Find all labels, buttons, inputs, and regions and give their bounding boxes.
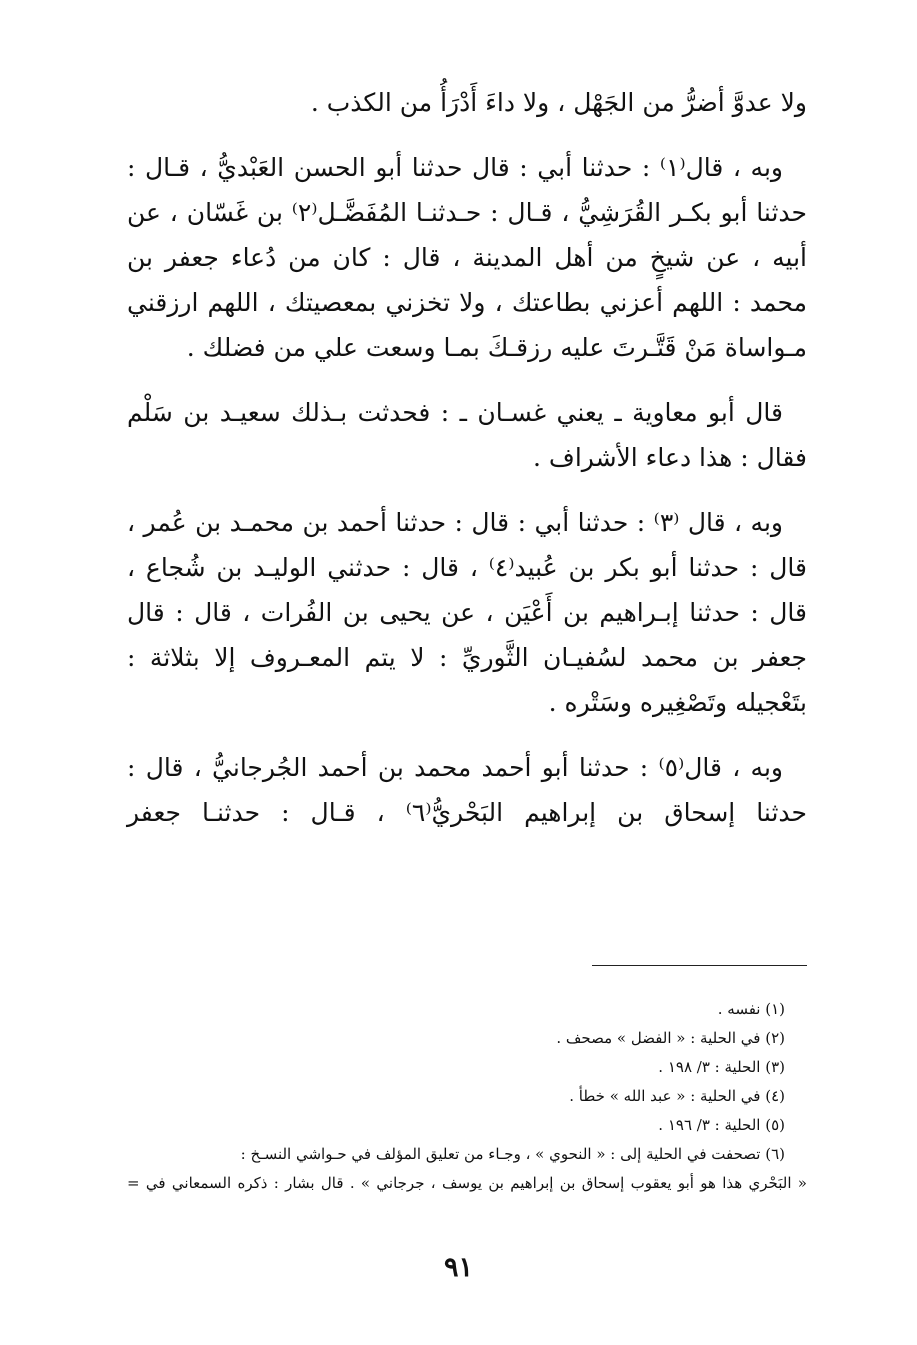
footnote-4: (٤) في الحلية : « عبد الله » خطأ . <box>569 1087 785 1105</box>
footnote-1: (١) نفسه . <box>717 1000 785 1018</box>
paragraph-4: وبه ، قال ⁽٣⁾ : حدثنا أبي : قال : حدثنا أحمد بن محمـد بن عُمر ، قال : حدثنا أبو بكر بن عُبيد⁽٤⁾ ، قال : حدثني الوليـد بن شُجاع ، قال : حدثنا إبـراهيم بن أَعْيَن ، عن يحيى بن الفُرات ، قال : قال جعفر بن محمد لسُفيـان الثَّوريِّ : لا يتم المعـروف إلا بثلاثة : بتَعْجيله وتَصْغِيره وسَتْره . <box>127 508 807 717</box>
paragraph-3: قال أبو معاوية ـ يعني غسـان ـ : فحدثت بـذلك سعيـد بن سَلْم فقال : هذا دعاء الأشراف . <box>127 398 807 472</box>
footnotes <box>127 995 807 1198</box>
paragraph-5: وبه ، قال⁽٥⁾ : حدثنا أبو أحمد محمد بن أحمد الجُرجانيُّ ، قال : حدثنا إسحاق بن إبراهيم البَحْريُّ⁽٦⁾ ، قـال : حدثنـا جعفر <box>127 753 807 827</box>
page-number: ٩١ <box>443 1252 473 1283</box>
footnote-divider <box>592 965 807 966</box>
main-text <box>127 80 807 835</box>
footnote-6: (٦) تصحفت في الحلية إلى : « النحوي » ، وجـاء من تعليق المؤلف في حـواشي النسـخ : <box>240 1145 785 1163</box>
footnote-3: (٣) الحلية : ٣/ ١٩٨ . <box>658 1058 785 1076</box>
footnote-2: (٢) في الحلية : « الفضل » مصحف . <box>556 1029 785 1047</box>
paragraph-1: ولا عدوَّ أضرُّ من الجَهْل ، ولا داءَ أَدْرَأُ من الكذب . <box>310 88 807 117</box>
footnote-6-continuation: « البَحْري هذا هو أبو يعقوب إسحاق بن إبراهيم بن يوسف ، جرجاني » . قال بشار : ذكره السمعاني في = <box>127 1174 807 1192</box>
footnote-5: (٥) الحلية : ٣/ ١٩٦ . <box>658 1116 785 1134</box>
paragraph-2: وبه ، قال⁽١⁾ : حدثنا أبي : قال حدثنا أبو الحسن العَبْديُّ ، قـال : حدثنا أبو بكـر القُرَشِيُّ ، قـال : حـدثنـا المُفَضَّـل⁽٢⁾ بن غَسّان ، عن أبيه ، عن شيخٍ من أهل المدينة ، قال : كان من دُعاء جعفر بن محمد : اللهم أعزني بطاعتك ، ولا تخزني بمعصيتك ، اللهم ارزقني مـواساة مَنْ قَتَّـرتَ عليه رزقـكَ بمـا وسعت علي من فضلك . <box>127 153 807 362</box>
